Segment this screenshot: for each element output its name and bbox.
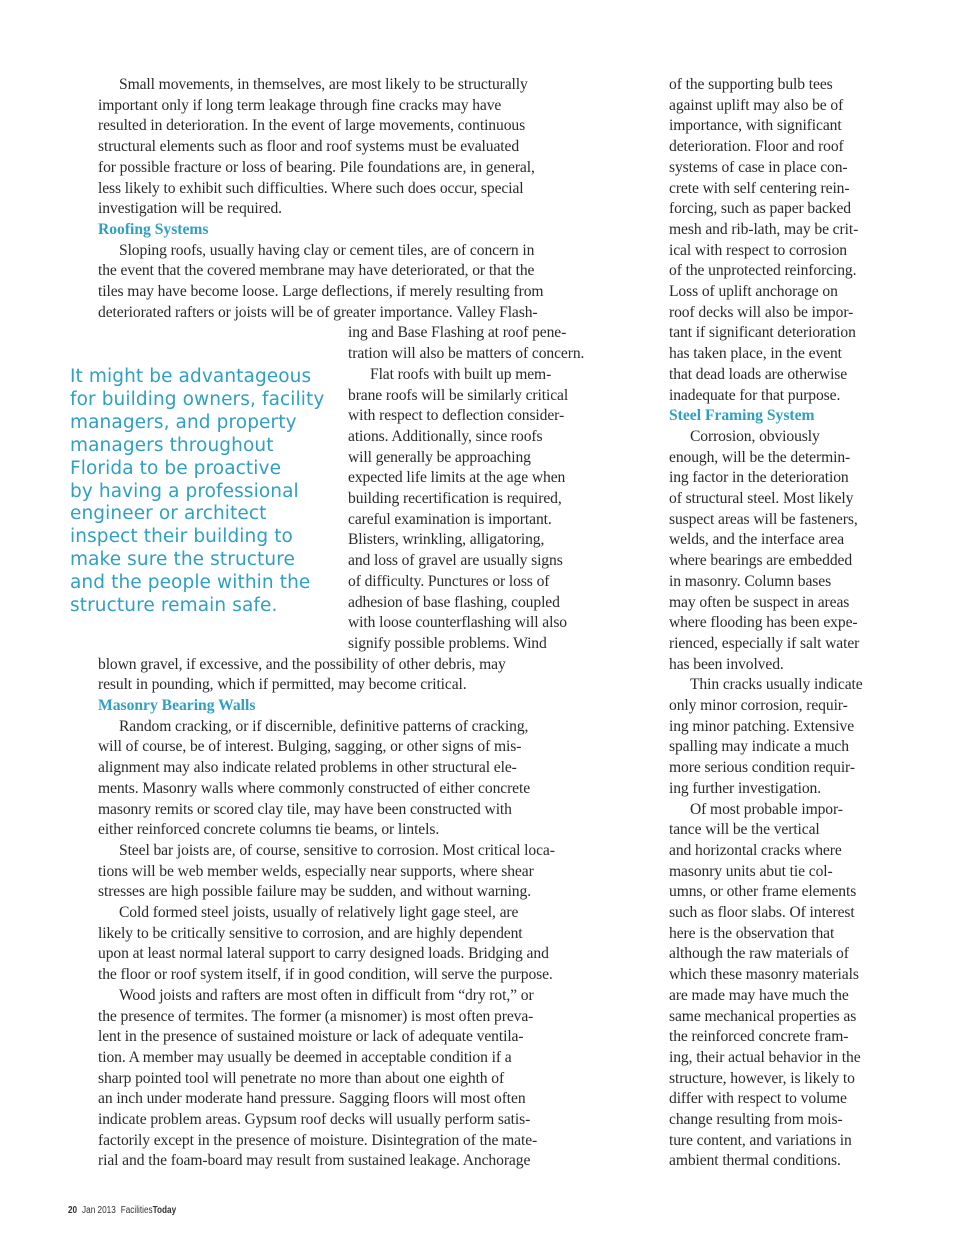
body-text-line: such as floor slabs. Of interest <box>669 904 855 921</box>
pull-quote-line: inspect their building to <box>70 526 293 548</box>
brand-prefix: Facilities <box>120 1205 153 1216</box>
issue-date: Jan 2013 <box>82 1205 116 1216</box>
body-text-line: the reinforced concrete fram- <box>669 1028 849 1045</box>
body-text-line: Corrosion, obviously <box>690 428 820 445</box>
pull-quote-line: make sure the structure <box>70 549 295 571</box>
body-text-line: and horizontal cracks where <box>669 842 842 859</box>
body-text-line: change resulting from mois- <box>669 1111 843 1128</box>
body-text-line: ments. Masonry walls where commonly constructed of either concrete <box>98 780 531 797</box>
body-text-line: of the unprotected reinforcing. <box>669 262 857 279</box>
body-text-line: roof decks will also be impor- <box>669 304 854 321</box>
brand-suffix: Today <box>152 1205 177 1216</box>
body-text-line: important only if long term leakage through fine cracks may have <box>98 97 502 114</box>
body-text-line: an inch under moderate hand pressure. Sagging floors will most often <box>98 1090 526 1107</box>
body-text-line: expected life limits at the age when <box>348 469 566 486</box>
body-text-line: deteriorated rafters or joists will be of greater importance. Valley Flash- <box>98 304 538 321</box>
body-text-line: result in pounding, which if permitted, may become critical. <box>98 676 467 693</box>
body-text-line: Small movements, in themselves, are most likely to be structurally <box>119 76 528 93</box>
body-text-line: where bearings are embedded <box>669 552 853 569</box>
body-text-line: here is the observation that <box>669 925 835 942</box>
body-text-line: ical with respect to corrosion <box>669 242 848 259</box>
body-text-line: inadequate for that purpose. <box>669 387 841 404</box>
body-text-line: resulted in deterioration. In the event of large movements, continuous <box>98 117 526 134</box>
body-text-line: tance will be the vertical <box>669 821 820 838</box>
body-text-line: ing, their actual behavior in the <box>669 1049 861 1066</box>
body-text-line: crete with self centering rein- <box>669 180 850 197</box>
body-text-line: tion. A member may usually be deemed in acceptable condition if a <box>98 1049 512 1066</box>
body-text-line: of structural steel. Most likely <box>669 490 854 507</box>
pull-quote-line: structure remain safe. <box>70 595 278 616</box>
body-text-line: ing minor patching. Extensive <box>669 718 855 735</box>
body-text-line: Thin cracks usually indicate <box>690 676 863 693</box>
body-text-line: structure, however, is likely to <box>669 1070 855 1087</box>
body-text-line: rienced, especially if salt water <box>669 635 860 652</box>
section-heading-roofing: Roofing Systems <box>98 221 209 238</box>
body-text-line: are made may have much the <box>669 987 849 1004</box>
body-text-line: factorily except in the presence of moisture. Disintegration of the mate- <box>98 1132 538 1149</box>
pull-quote-line: by having a professional <box>70 480 299 502</box>
body-text-line: indicate problem areas. Gypsum roof decks will usually perform satis- <box>98 1111 531 1128</box>
body-text-line: Sloping roofs, usually having clay or cement tiles, are of concern in <box>119 242 535 259</box>
body-text-line: deterioration. Floor and roof <box>669 138 844 155</box>
body-text-line: tiles may have become loose. Large deflections, if merely resulting from <box>98 283 544 300</box>
body-text-line: for possible fracture or loss of bearing. Pile foundations are, in general, <box>98 159 535 176</box>
body-text-line: Of most probable impor- <box>690 801 843 818</box>
pull-quote-line: It might be advantageous <box>70 366 312 387</box>
body-text-line: the presence of termites. The former (a misnomer) is most often preva- <box>98 1008 534 1025</box>
body-text-line: ations. Additionally, since roofs <box>348 428 543 445</box>
pull-quote-line: engineer or architect <box>70 503 267 525</box>
body-text-line: careful examination is important. <box>348 511 552 528</box>
body-text-line: sharp pointed tool will penetrate no more than about one eighth of <box>98 1070 505 1087</box>
body-text-line: structural elements such as floor and roof systems must be evaluated <box>98 138 520 155</box>
body-text-line: brane roofs will be similarly critical <box>348 387 569 404</box>
body-text-line: masonry remits or scored clay tile, may have been constructed with <box>98 801 512 818</box>
body-text-line: welds, and the interface area <box>669 531 845 548</box>
body-text-line: which these masonry materials <box>669 966 859 983</box>
body-text-line: Blisters, wrinkling, alligatoring, <box>348 531 545 548</box>
body-text-line: umns, or other frame elements <box>669 883 857 900</box>
body-text-line: will generally be approaching <box>348 449 531 466</box>
pull-quote-line: and the people within the <box>70 572 311 594</box>
body-text-line: ture content, and variations in <box>669 1132 852 1149</box>
body-text-line: blown gravel, if excessive, and the possibility of other debris, may <box>98 656 506 673</box>
body-text-line: tions will be web member welds, especially near supports, where shear <box>98 863 534 880</box>
body-text-line: has taken place, in the event <box>669 345 842 362</box>
body-text-line: alignment may also indicate related problems in other structural ele- <box>98 759 517 776</box>
body-text-line: less likely to exhibit such difficulties. Where such does occur, special <box>98 180 524 197</box>
body-text-line: Loss of uplift anchorage on <box>669 283 838 300</box>
body-text-line: Flat roofs with built up mem- <box>370 366 552 383</box>
body-text-line: where flooding has been expe- <box>669 614 858 631</box>
body-text-line: likely to be critically sensitive to corrosion, and are highly dependent <box>98 925 523 942</box>
pull-quote-line: managers, and property <box>70 411 297 433</box>
body-text-line: in masonry. Column bases <box>669 573 832 590</box>
body-text-line: ing factor in the deterioration <box>669 469 849 486</box>
body-text-line: of the supporting bulb tees <box>669 76 833 93</box>
body-text-line: may often be suspect in areas <box>669 594 850 611</box>
body-text-line: ambient thermal conditions. <box>669 1152 841 1169</box>
body-text-line: building recertification is required, <box>348 490 562 507</box>
body-text-line: Random cracking, or if discernible, definitive patterns of cracking, <box>119 718 529 735</box>
body-text-line: either reinforced concrete columns tie beams, or lintels. <box>98 821 440 838</box>
body-text-line: Wood joists and rafters are most often in difficult from “dry rot,” or <box>119 987 534 1004</box>
body-text-line: the event that the covered membrane may have deteriorated, or that the <box>98 262 535 279</box>
body-text-line: and loss of gravel are usually signs <box>348 552 563 569</box>
body-text-line: systems of case in place con- <box>669 159 848 176</box>
body-text-line: investigation will be required. <box>98 200 282 217</box>
page-number: 20 <box>68 1205 78 1216</box>
body-text-line: although the raw materials of <box>669 945 849 962</box>
body-text-line: stresses are high possible failure may be sudden, and without warning. <box>98 883 531 900</box>
body-text-line: that dead loads are otherwise <box>669 366 848 383</box>
pull-quote-line: Florida to be proactive <box>70 457 282 479</box>
body-text-line: adhesion of base flashing, coupled <box>348 594 560 611</box>
body-text-line: forcing, such as paper backed <box>669 200 851 217</box>
body-text-line: more serious condition requir- <box>669 759 855 776</box>
body-text-line: importance, with significant <box>669 117 842 134</box>
body-text-line: upon at least normal lateral support to carry designed loads. Bridging and <box>98 945 549 962</box>
body-text-line: with respect to deflection consider- <box>348 407 565 424</box>
body-text-line: has been involved. <box>669 656 784 673</box>
body-text-line: suspect areas will be fasteners, <box>669 511 858 528</box>
body-text-line: enough, will be the determin- <box>669 449 851 466</box>
body-text-line: will of course, be of interest. Bulging, sagging, or other signs of mis- <box>98 738 522 755</box>
section-heading-steel: Steel Framing System <box>669 407 815 424</box>
body-text-line: the floor or roof system itself, if in good condition, will serve the purpose. <box>98 966 553 983</box>
body-text-line: ing and Base Flashing at roof pene- <box>348 324 567 341</box>
body-text-line: masonry units abut tie col- <box>669 863 833 880</box>
page-footer <box>68 1205 176 1216</box>
body-text-line: same mechanical properties as <box>669 1008 857 1025</box>
body-text-line: differ with respect to volume <box>669 1090 847 1107</box>
body-text-line: of difficulty. Punctures or loss of <box>348 573 550 590</box>
body-text-line: mesh and rib-lath, may be crit- <box>669 221 859 238</box>
pull-quote-line: managers throughout <box>70 434 274 456</box>
body-text-line: tant if significant deterioration <box>669 324 856 341</box>
body-text-line: ing further investigation. <box>669 780 822 797</box>
pull-quote-line: for building owners, facility <box>70 388 325 410</box>
body-text-line: lent in the presence of sustained moisture or lack of adequate ventila- <box>98 1028 524 1045</box>
body-text-line: against uplift may also be of <box>669 97 844 114</box>
body-text-line: with loose counterflashing will also <box>348 614 568 631</box>
body-text-line: spalling may indicate a much <box>669 738 849 755</box>
body-text-line: Steel bar joists are, of course, sensitive to corrosion. Most critical loca- <box>119 842 555 859</box>
body-text-line: rial and the foam-board may result from sustained leakage. Anchorage <box>98 1152 531 1169</box>
body-text-line: Cold formed steel joists, usually of relatively light gage steel, are <box>119 904 519 921</box>
section-heading-masonry: Masonry Bearing Walls <box>98 697 256 714</box>
body-text-line: tration will also be matters of concern. <box>348 345 585 362</box>
body-text-line: signify possible problems. Wind <box>348 635 547 652</box>
body-text-line: only minor corrosion, requir- <box>669 697 848 714</box>
